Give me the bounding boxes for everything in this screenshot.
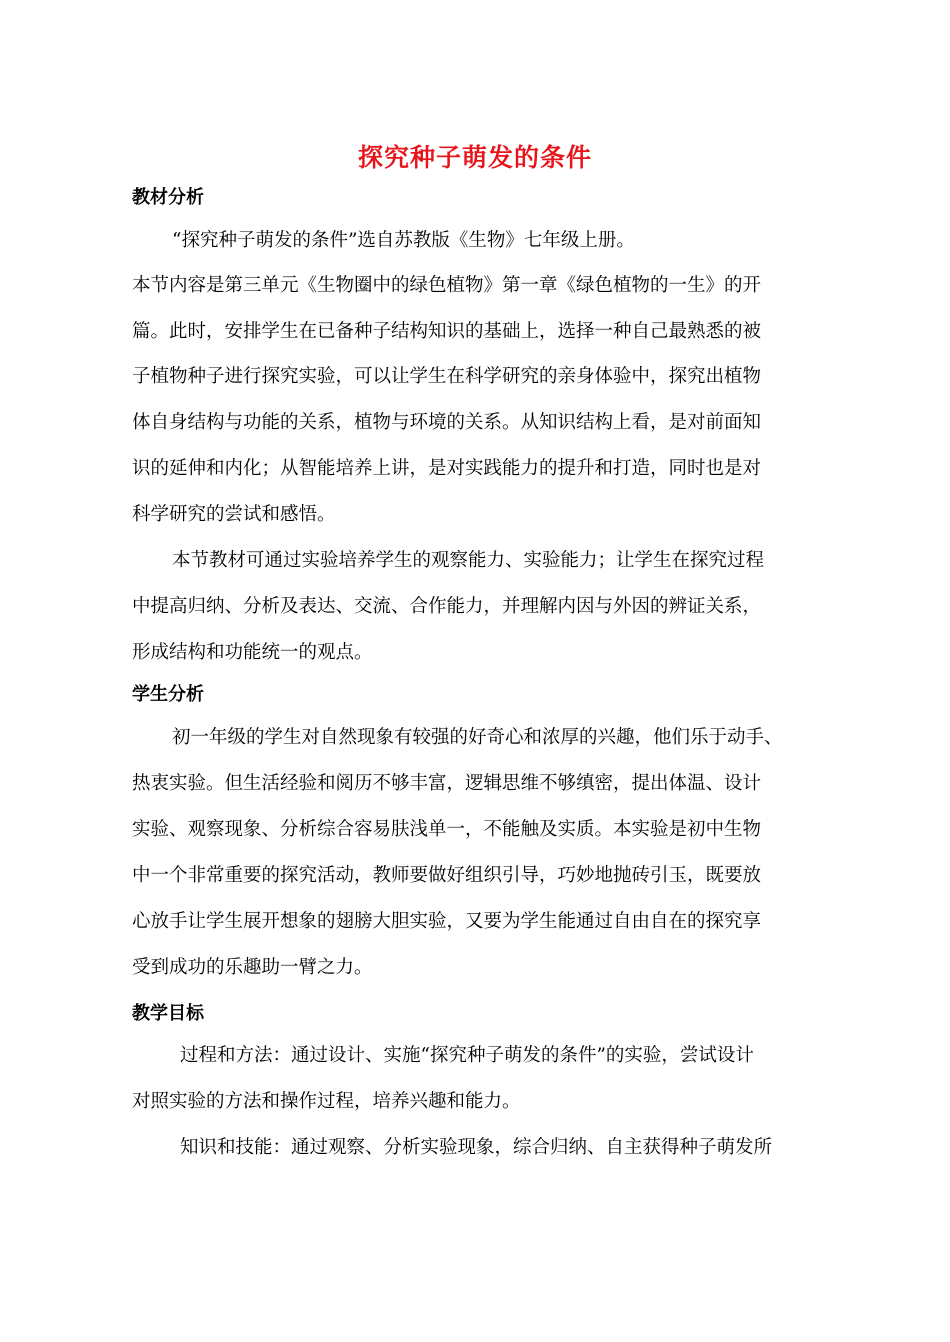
paragraph-line: 受到成功的乐趣助一臂之力。: [132, 957, 373, 978]
paragraph-line: 实验、观察现象、分析综合容易肤浅单一，不能触及实质。本实验是初中生物: [132, 819, 762, 840]
paragraph-line: 本节内容是第三单元《生物圈中的绿色植物》第一章《绿色植物的一生》的开: [132, 275, 762, 296]
section-heading-material-analysis: 教材分析: [132, 187, 204, 208]
paragraph-line: 过程和方法：通过设计、实施“探究种子萌发的条件”的实验，尝试设计: [180, 1045, 754, 1066]
section-heading-teaching-objectives: 教学目标: [132, 1003, 204, 1024]
paragraph-line: 初一年级的学生对自然现象有较强的好奇心和浓厚的兴趣，他们乐于动手、: [172, 727, 783, 748]
paragraph-line: 对照实验的方法和操作过程，培养兴趣和能力。: [132, 1091, 521, 1112]
paragraph-line: 篇。此时，安排学生在已备种子结构知识的基础上，选择一种自己最熟悉的被: [132, 321, 762, 342]
paragraph-line: 子植物种子进行探究实验，可以让学生在科学研究的亲身体验中，探究出植物: [132, 366, 762, 387]
paragraph-line: 本节教材可通过实验培养学生的观察能力、实验能力；让学生在探究过程: [172, 550, 765, 571]
paragraph-line: 科学研究的尝试和感悟。: [132, 504, 336, 525]
paragraph-line: 心放手让学生展开想象的翅膀大胆实验，又要为学生能通过自由自在的探究享: [132, 911, 762, 932]
document-title: 探究种子萌发的条件: [357, 143, 592, 172]
paragraph-line: 体自身结构与功能的关系，植物与环境的关系。从知识结构上看，是对前面知: [132, 412, 762, 433]
paragraph-line: 识的延伸和内化；从智能培养上讲，是对实践能力的提升和打造，同时也是对: [132, 458, 762, 479]
paragraph-line: 形成结构和功能统一的观点。: [132, 642, 373, 663]
section-heading-student-analysis: 学生分析: [132, 684, 204, 705]
paragraph-line: “探究种子萌发的条件”选自苏教版《生物》七年级上册。: [172, 230, 635, 251]
paragraph-line: 中提高归纳、分析及表达、交流、合作能力，并理解内因与外因的辨证关系，: [132, 596, 762, 617]
paragraph-line: 中一个非常重要的探究活动，教师要做好组织引导，巧妙地抛砖引玉，既要放: [132, 865, 762, 886]
paragraph-line: 热衷实验。但生活经验和阅历不够丰富，逻辑思维不够缜密，提出体温、设计: [132, 773, 762, 794]
paragraph-line: 知识和技能：通过观察、分析实验现象，综合归纳、自主获得种子萌发所: [180, 1137, 773, 1158]
